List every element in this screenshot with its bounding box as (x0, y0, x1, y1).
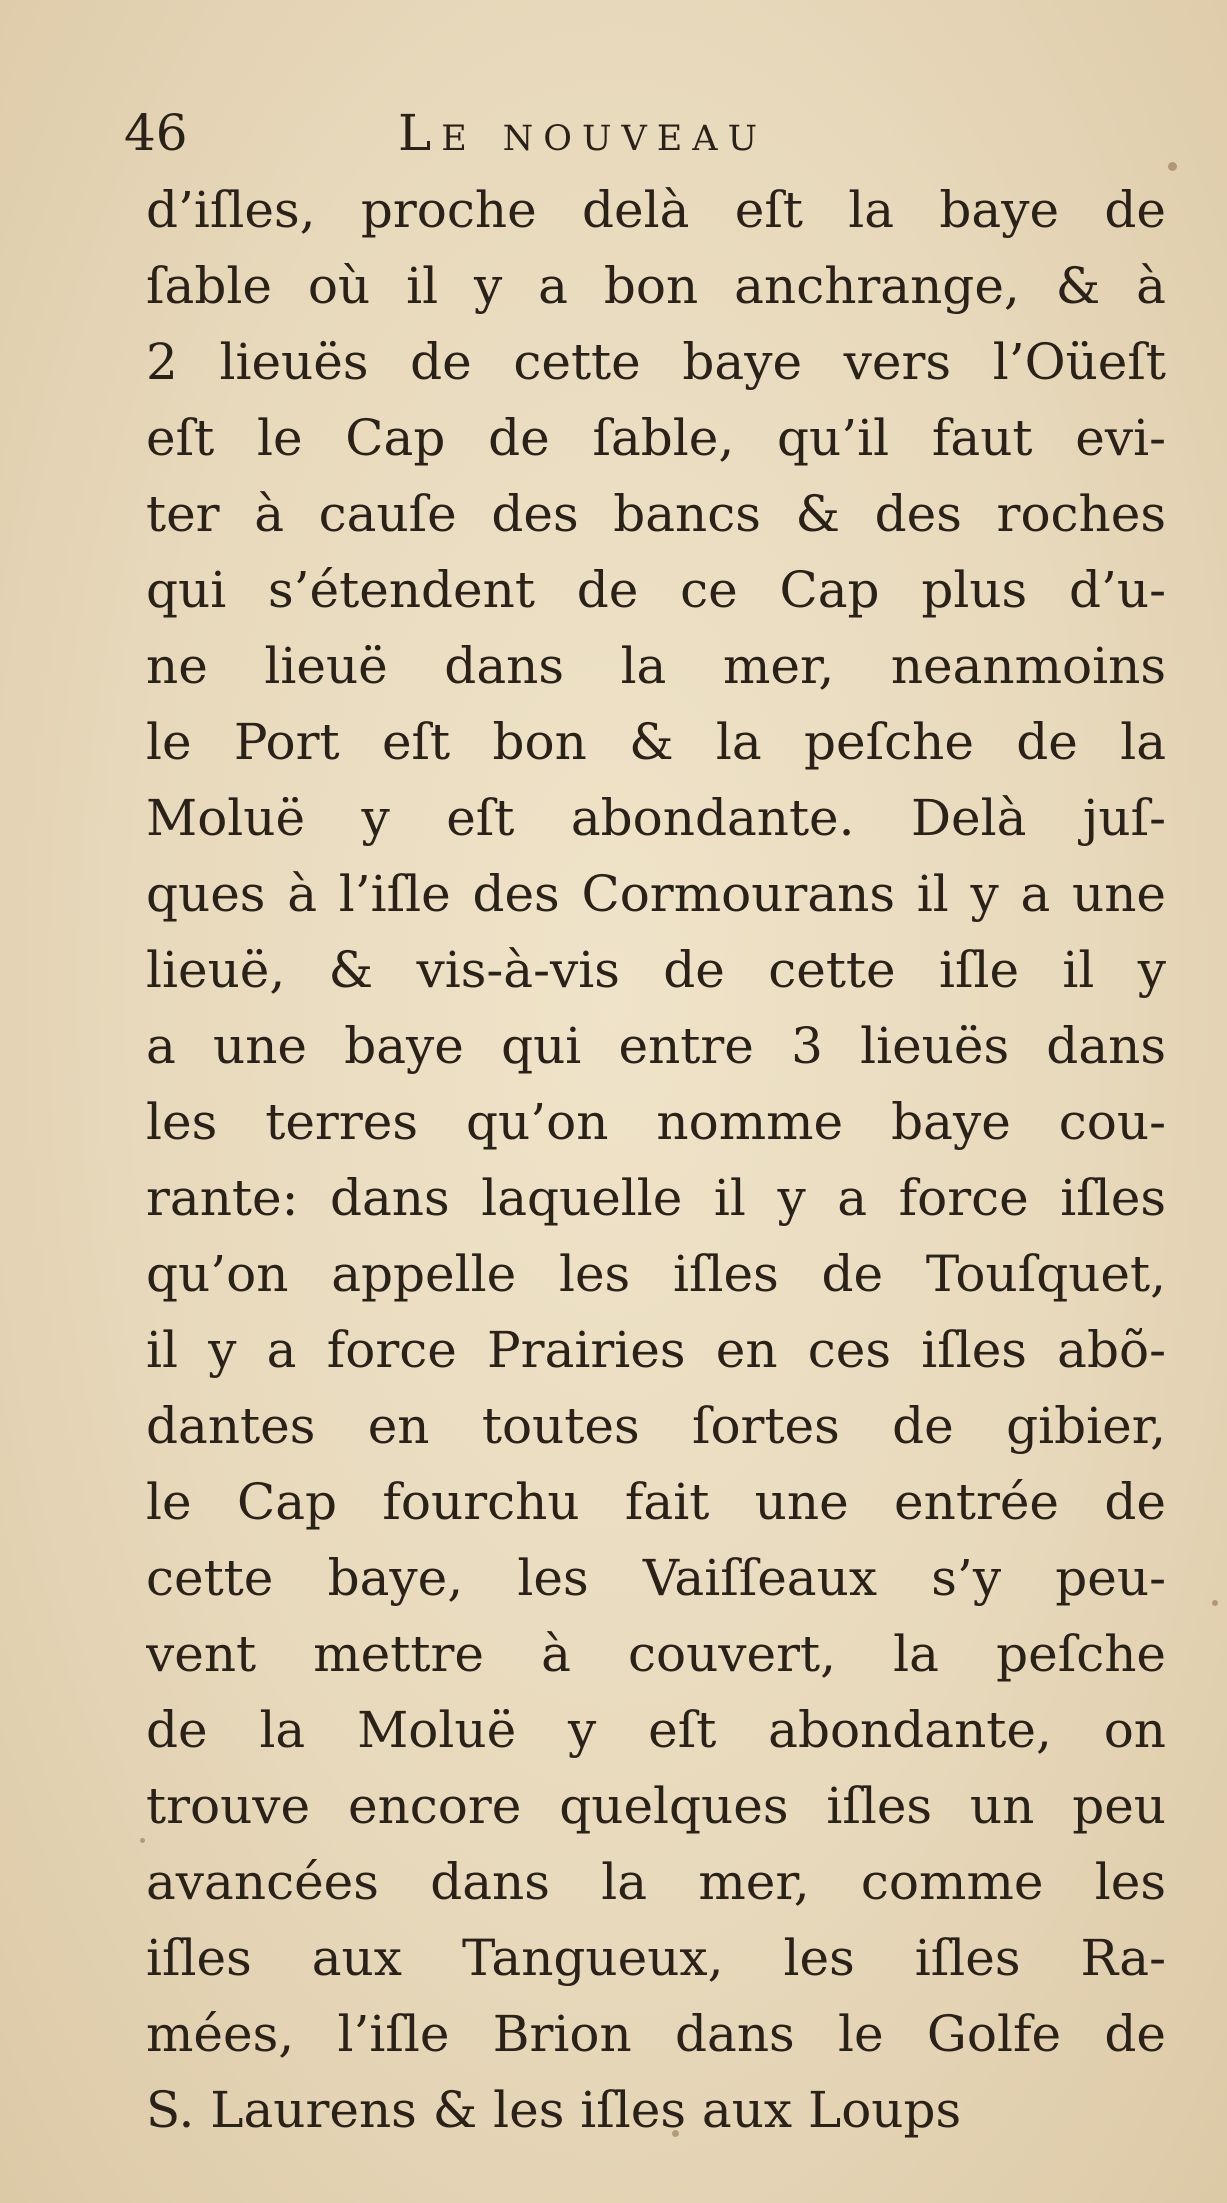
text-line: rante: dans laquelle il y a force iſles (146, 1169, 1166, 1227)
running-title: Le nouveau (398, 104, 768, 162)
text-line: qu’on appelle les iſles de Touſquet, (146, 1245, 1166, 1303)
text-line: cette baye, les Vaiſſeaux s’y peu- (146, 1549, 1166, 1607)
text-line: a une baye qui entre 3 lieuës dans (146, 1017, 1166, 1075)
paper-stain (1168, 162, 1177, 171)
paper-stain (140, 1838, 145, 1843)
text-line: lieuë, & vis-à-vis de cette iſle il y (146, 941, 1166, 999)
text-line: mées, l’iſle Brion dans le Golfe de (146, 2005, 1166, 2063)
text-line: d’iſles, proche delà eſt la baye de (146, 181, 1166, 239)
text-line: il y a force Prairies en ces iſles abõ- (146, 1321, 1166, 1379)
text-line: ne lieuë dans la mer, neanmoins (146, 637, 1166, 695)
text-line: dantes en toutes ſortes de gibier, (146, 1397, 1166, 1455)
paper-stain (1212, 1600, 1218, 1606)
text-line: ſable où il y a bon anchrange, & à (146, 257, 1166, 315)
text-line: eſt le Cap de ſable, qu’il faut evi- (146, 409, 1166, 467)
text-line: trouve encore quelques iſles un peu (146, 1777, 1166, 1835)
text-line: avancées dans la mer, comme les (146, 1853, 1166, 1911)
page-header (120, 98, 1100, 168)
text-line: ques à l’iſle des Cormourans il y a une (146, 865, 1166, 923)
text-line: ter à cauſe des bancs & des roches (146, 485, 1166, 543)
text-line: les terres qu’on nomme baye cou- (146, 1093, 1166, 1151)
page-number: 46 (124, 104, 188, 162)
text-line: vent mettre à couvert, la peſche (146, 1625, 1166, 1683)
text-line: le Cap fourchu fait une entrée de (146, 1473, 1166, 1531)
text-line: iſles aux Tangueux, les iſles Ra- (146, 1929, 1166, 1987)
body-text (146, 172, 1166, 2148)
text-line: Moluë y eſt abondante. Delà juſ- (146, 789, 1166, 847)
text-line: 2 lieuës de cette baye vers l’Oüeſt (146, 333, 1166, 391)
text-line: le Port eſt bon & la peſche de la (146, 713, 1166, 771)
text-line: de la Moluë y eſt abondante, on (146, 1701, 1166, 1759)
text-line: qui s’étendent de ce Cap plus d’u- (146, 561, 1166, 619)
text-line: S. Laurens & les iſles aux Loups (146, 2081, 962, 2139)
